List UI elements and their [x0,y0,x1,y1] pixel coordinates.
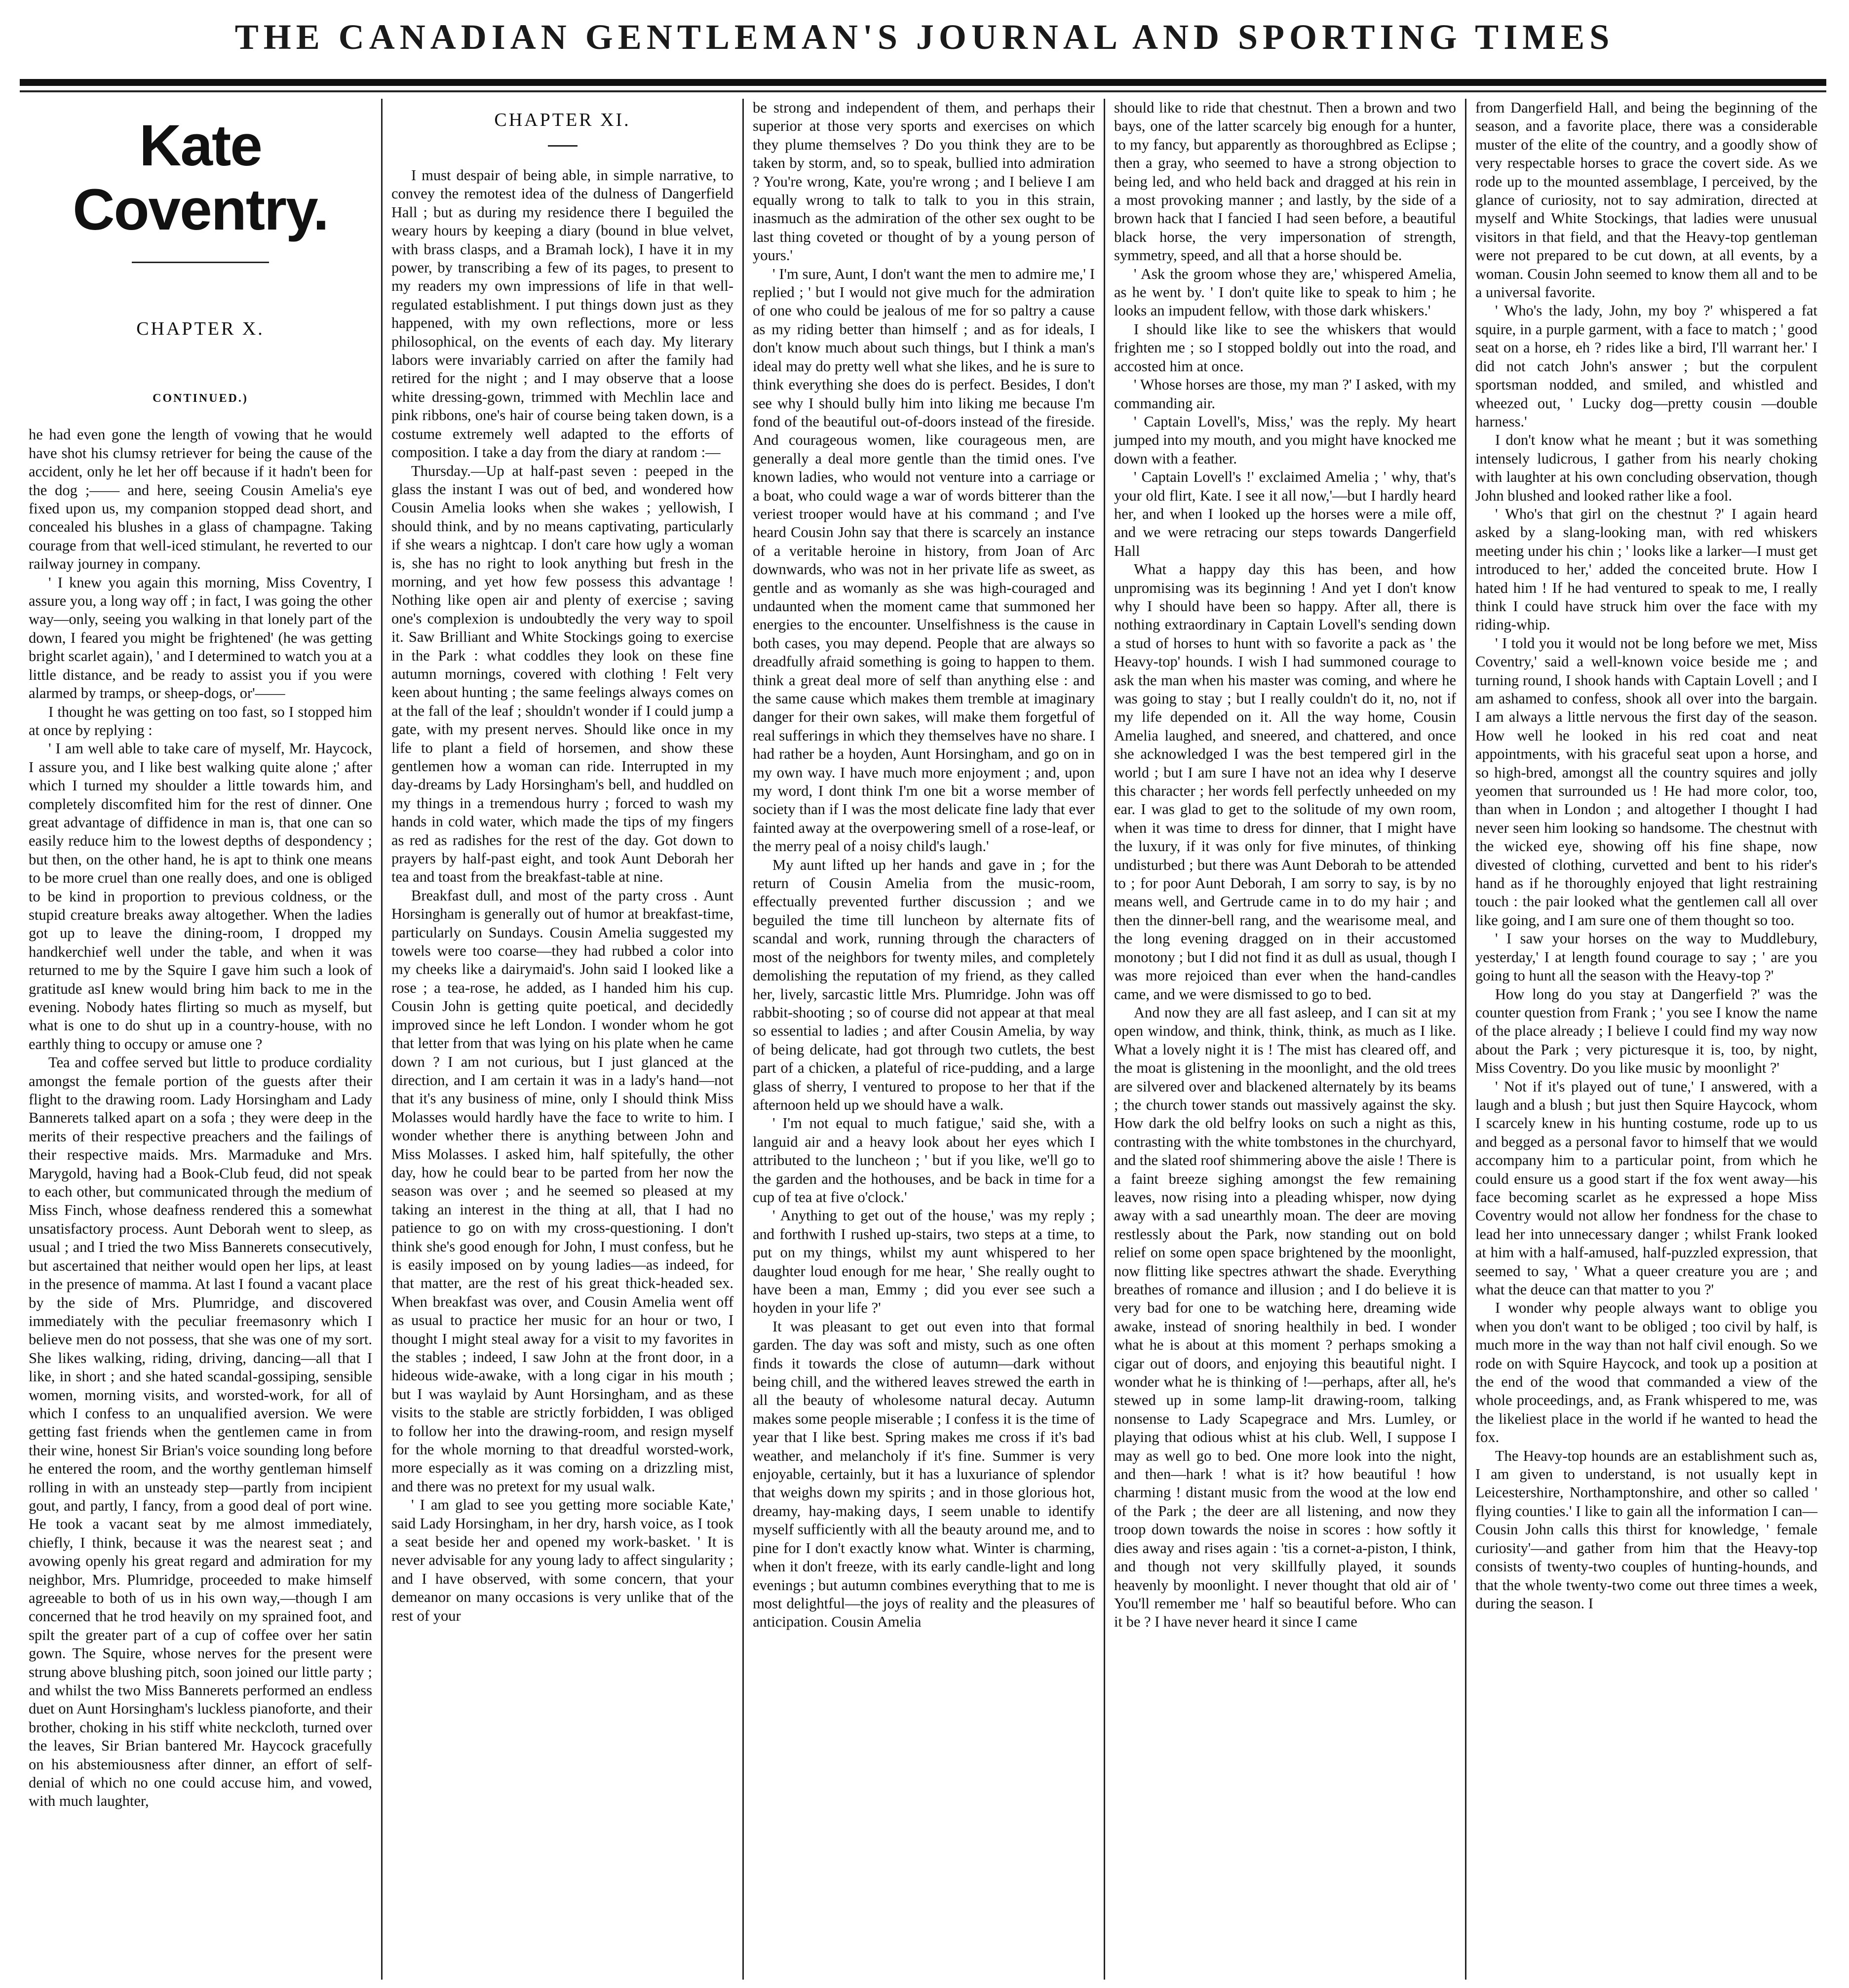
paragraph: ' I'm sure, Aunt, I don't want the men to admire me,' I replied ; ' but I would not give much for the admiration of one who could be jealous of me for so paltry a cause as my riding better than himself ; and as for ideals, I don't know much about such things, but I think a man's ideal may do pretty well what she likes, and he is sure to think everything she does do is perfect. Besides, I don't see why I should bully him into liking me because I'm fond of the beautiful out-of-doors instead of the fireside. And courageous women, like courageous men, are generally a deal more gentle than the timid ones. I've known ladies, who would not venture into a carriage or a boat, who could wage a war of words bitterer than the veriest trooper would have at his command ; and I've heard Cousin John say that there is scarcely an instance of a veritable heroine in history, from Joan of Arc downwards, who was not in her private life as sweet, as gentle and as womanly as she was high-couraged and undaunted when the moment came that summoned her energies to the encounter. Unselfishness is the cause in both cases, you may depend. People that are always so dreadfully afraid something is going to happen to them. think a great deal more of self than anything else : and the same cause which makes them tremble at imaginary danger for their own sakes, will make them forgetful of real sufferings in which they themselves have no share. I had rather be a hoyden, Aunt Horsingham, and go on in my own way. I have much more enjoyment ; and, upon my word, I dont think I'm one bit a worse member of society than if I was the most delicate fine lady that ever fainted away at the overpowering smell of a rose-leaf, or the merry peal of a noisy child's laugh.' [753,265,1095,855]
paragraph: ' Ask the groom whose they are,' whispered Amelia, as he went by. ' I don't quite like to speak to him ; he looks an impudent fellow, with those dark whiskers.' [1114,265,1456,319]
paragraph: ' I am well able to take care of myself, Mr. Haycock, I assure you, and I like best walking quite alone ;' after which I turned my shoulder a little towards him, and completely discomfited him for the rest of dinner. One great advantage of diffidence in man is, that one can so easily reduce him to the lowest depths of despondency ; but then, on the other hand, he is apt to think one means to be more cruel than one really does, and one is obliged to be kind in proportion to previous coldness, or the stupid creature breaks away altogether. When the ladies got up to leave the dining-room, I dropped my handkerchief well under the table, and when it was returned to me by the Squire I gave him such a look of gratitude asI knew would bring him back to me in the evening. Nobody hates flirting so much as myself, but what is one to do shut up in a country-house, with no earthly thing to occupy or amuse one ? [29,740,372,1052]
paragraph: from Dangerfield Hall, and being the beginning of the season, and a favorite place, there was a considerable muster of the elite of the country, and a goodly show of very respectable horses to grace the covert side. As we rode up to the mounted assemblage, I perceived, by the glance of curiosity, not to say admiration, directed at myself and White Stockings, that ladies were unusual visitors in that field, and that the Heavy-top gentleman were not prepared to be cut down, at all events, by a woman. Cousin John seemed to know them all and to be a universal favorite. [1475,99,1817,301]
column-text [1475,99,1817,1613]
paragraph: should like to ride that chestnut. Then a brown and two bays, one of the latter scarcely big enough for a hunter, to my fancy, but apparently as thoroughbred as Eclipse ; then a gray, who seemed to have a strong objection to being led, and who held back and dragged at his rein in a most provoking manner ; and lastly, by the side of a brown hack that I fancied I had seen before, a beautiful black horse, the very impersonation of strength, symmetry, speed, and all that a horse should be. [1114,99,1456,264]
paragraph: ' I'm not equal to much fatigue,' said she, with a languid air and a heavy look about her eyes which I attributed to the luncheon ; ' but if you like, we'll go to the garden and the hothouses, and be back in time for a cup of tea at five o'clock.' [753,1115,1095,1206]
masthead-rule-thin [20,90,1826,92]
paragraph: ' Captain Lovell's, Miss,' was the reply. My heart jumped into my mouth, and you might have knocked me down with a feather. [1114,413,1456,467]
paragraph: Tea and coffee served but little to produce cordiality amongst the female portion of the guests after their flight to the drawing room. Lady Horsingham and Lady Bannerets talked apart on a sofa ; they were deep in the merits of their respective preachers and the failings of their respective maids. Mrs. Marmaduke and Mrs. Marygold, having had a Book-Club feud, did not speak to each other, but communicated through the medium of Miss Finch, whose deafness rendered this a somewhat unsatisfactory process. Aunt Deborah went to sleep, as usual ; and I tried the two Miss Bannerets consecutively, but ascertained that neither would open her lips, at least in the presence of mamma. At last I found a vacant place by the side of Mrs. Plumridge, and discovered immediately with the peculiar freemasonry which I believe men do not possess, that she was one of my sort. She likes walking, riding, driving, dancing—all that I like, in short ; and she hated scandal-gossiping, sensible women, morning visits, and worsted-work, for all of which I confess to an unqualified aversion. We were getting fast friends when the gentlemen came in from their wine, honest Sir Brian's voice sounding long before he entered the room, and the worthy gentleman himself rolling in with an unsteady step—partly from incipient gout, and partly, I fancy, from a good deal of port wine. He took a vacant seat by me almost immediately, chiefly, I think, because it was the nearest seat ; and avowing openly his great regard and admiration for my neighbor, Mrs. Plumridge, proceeded to make himself agreeable to both of us in his own way,—though I am concerned that he trod heavily on my sprained foot, and spilt the greater part of a cup of coffee over her satin gown. The Squire, whose nerves for the present were strung above blushing pitch, soon joined our little party ; and whilst the two Miss Bannerets performed an endless duet on Aunt Horsingham's luckless pianoforte, and their brother, choking in his stiff white neckcloth, turned over the leaves, Sir Brian bantered Mr. Haycock gracefully on his abstemiousness after dinner, an effort of self-denial of which no one could accuse him, and vowed, with much laughter, [29,1054,372,1810]
paragraph: he had even gone the length of vowing that he would have shot his clumsy retriever for being the cause of the accident, only he let her off because if it hadn't been for the dog ;—— and here, seeing Cousin Amelia's eye fixed upon us, my companion stopped dead short, and concealed his blushes in a glass of champagne. Taking courage from that well-iced stimulant, he reverted to our railway journey in company. [29,426,372,573]
paragraph: I must despair of being able, in simple narrative, to convey the remotest idea of the dulness of Dangerfield Hall ; but as during my residence there I beguiled the weary hours by keeping a diary (bound in blue velvet, with brass clasps, and a Bramah lock), I have it in my power, by transcribing a few of its pages, to present to my readers my own impressions of life in that well-regulated establishment. I put things down just as they happened, with my own reflections, more or less philosophical, on the events of each day. My literary labors were invariably carried on after the family had retired for the night ; and I may observe that a loose white dressing-gown, trimmed with Mechlin lace and pink ribbons, one's hair of course being taken down, is a costume extremely well adapted to the efforts of composition. I take a day from the diary at random :— [391,167,733,461]
paragraph: ' Who's the lady, John, my boy ?' whispered a fat squire, in a purple garment, with a face to match ; ' good seat on a horse, eh ? rides like a bird, I'll warrant her.' I did not catch John's answer ; but the corpulent sportsman nodded, and smiled, and whistled and wheezed out, ' Lucky dog—pretty cousin —double harness.' [1475,302,1817,430]
masthead: THE CANADIAN GENTLEMAN'S JOURNAL AND SPORTING TIMES [234,17,1615,57]
paragraph: Thursday.—Up at half-past seven : peeped in the glass the instant I was out of bed, and wondered how Cousin Amelia looks when she wakes ; yellowish, I should think, and by no means captivating, particularly if she wears a nightcap. I don't care how ugly a woman is, she has no right to look anything but fresh in the morning, and yet how few possess this advantage ! Nothing like open air and plenty of exercise ; saving one's complexion is undoubtedly the very way to spoil it. Saw Brilliant and White Stockings going to exercise in the Park : what coddles they look on these fine autumn mornings, covered with clothing ! Felt very keen about hunting ; the same feelings always comes on at the fall of the leaf ; shouldn't wonder if I could jump a gate, with my present nerves. Should like once in my life to plant a field of horsemen, and show these gentlemen how a woman can ride. Interrupted in my day-dreams by Lady Horsingham's bell, and huddled on my things in a tremendous hurry ; forced to wash my hands in cold water, which made the tips of my fingers as red as radishes for the rest of the day. Got down to prayers by half-past eight, and took Aunt Deborah her tea and toast from the breakfast-table at nine. [391,462,733,886]
paragraph: I should like like to see the whiskers that would frighten me ; so I stopped boldly out into the road, and accosted him at once. [1114,320,1456,375]
paragraph: ' Who's that girl on the chestnut ?' I again heard asked by a slang-looking man, with red whiskers meeting under his chin ; ' looks like a larker—I must get introduced to her,' added the conceited brute. How I hated him ! If he had ventured to speak to me, I really think I could have struck him over the face with my riding-whip. [1475,505,1817,633]
title-rule [132,262,269,263]
paragraph: ' Whose horses are those, my man ?' I asked, with my commanding air. [1114,376,1456,412]
paragraph: The Heavy-top hounds are an establishment such as, I am given to understand, is not usually kept in Leicestershire, Northamptonshire, and other so called ' flying counties.' I like to gain all the information I can—Cousin John calls this thirst for knowledge, ' female curiosity'—and gather from him that the Heavy-top consists of twenty-two couples of hunting-hounds, and that the whole twenty-two come out three times a week, during the season. I [1475,1447,1817,1612]
paragraph: How long do you stay at Dangerfield ?' was the counter question from Frank ; ' you see I know the name of the place already ; I believe I could find my way now about the Park ; very picturesque it is, too, by night, Miss Coventry. Do you like music by moonlight ?' [1475,985,1817,1077]
column-2 [381,99,742,1980]
paragraph: ' I knew you again this morning, Miss Coventry, I assure you, a long way off ; in fact, I was going the other way—only, seeing you walking in that lonely part of the down, I feared you might be frightened' (he was getting bright scarlet again), ' and I determined to watch you at a little distance, and be ready to assist you if you were alarmed by tramps, or sheep-dogs, or'—— [29,574,372,702]
paragraph: ' Captain Lovell's !' exclaimed Amelia ; ' why, that's your old flirt, Kate. I see it all now,'—but I hardly heard her, and when I looked up the horses were a mile off, and we were retracing our steps towards Dangerfield Hall [1114,468,1456,559]
paragraph: ' I am glad to see you getting more sociable Kate,' said Lady Horsingham, in her dry, harsh voice, as I took a seat beside her and opened my work-basket. ' It is never advisable for any young lady to affect singularity ; and I have observed, with some concern, that your demeanor on many occasions is very unlike that of the rest of your [391,1496,733,1624]
paragraph: What a happy day this has been, and how unpromising was its beginning ! And yet I don't know why I should have been so happy. After all, there is nothing extraordinary in Captain Lovell's sending down a stud of horses to hunt with so favorite a pack as ' the Heavy-top' hounds. I wish I had summoned courage to ask the man when his master was coming, and where he was going to stay ; but I really couldn't do it, no, not if my life depended on it. All the way home, Cousin Amelia laughed, and sneered, and chattered, and once she acknowledged I was the best tempered girl in the world ; but I am sure I have not an idea why I deserve this character ; her words fell perfectly unheeded on my ear. I was glad to get to the solitude of my own room, when it was time to dress for dinner, that I might have the luxury, if it was only for five minutes, of thinking undisturbed ; but there was Aunt Deborah to be attended to ; for poor Aunt Deborah, I am sorry to say, is by no means well, and Gertrude came in to do my hair ; and then the dinner-bell rang, and the wearisome meal, and the long evening dragged on in their accustomed monotony ; but I did not find it as dull as usual, though I was more rejoiced than ever when the hand-candles came, and we were dismissed to go to bed. [1114,561,1456,1003]
paragraph: be strong and independent of them, and perhaps their superior at those very sports and exercises on which they plume themselves ? Do you think they are to be taken by storm, and, so to speak, bullied into admiration ? You're wrong, Kate, you're wrong ; and I believe I am equally wrong to talk to talk to you in this strain, inasmuch as the admiration of the other sex ought to be last thing coveted or thought of by a young person of yours.' [753,99,1095,264]
paragraph: My aunt lifted up her hands and gave in ; for the return of Cousin Amelia from the music-room, effectually prevented further discussion ; and we beguiled the time till luncheon by alternate fits of scandal and work, running through the characters of most of the neighbors for twenty miles, and completely demolishing the reputation of my friend, as they called her, lively, sarcastic little Mrs. Plumridge. John was off rabbit-shooting ; so of course did not appear at that meal so essential to ladies ; and after Cousin Amelia, by way of being delicate, had got through two cutlets, the best part of a chicken, a plateful of rice-pudding, and a large glass of sherry, I ventured to propose to her that if the afternoon held up we should have a walk. [753,856,1095,1113]
column-3 [742,99,1104,1980]
paragraph: ' I told you it would not be long before we met, Miss Coventry,' said a well-known voice beside me ; and turning round, I shook hands with Captain Lovell ; and I am ashamed to confess, shook all over into the bargain. I am always a little nervous the first day of the season. How well he looked in his red coat and neat appointments, with his graceful seat upon a horse, and so high-bred, amongst all the country squires and jolly yeomen that surrounded us ! He had more color, too, than when in London ; and altogether I thought I had never seen him looking so handsome. The chestnut with the wicked eye, showing off his fine shape, now divested of clothing, curvetted and bent to his rider's hand as if he thoroughly enjoyed that light restraining touch : the pair looked what the gentlemen call all over like going, and I am sure one of them thought so too. [1475,634,1817,929]
paragraph: It was pleasant to get out even into that formal garden. The day was soft and misty, such as one often finds it towards the close of autumn—dark without being chill, and the withered leaves strewed the earth in all the beauty of wholesome natural decay. Autumn makes some people miserable ; I confess it is the time of year that I like best. Spring makes me cross if it's bad weather, and melancholy if it's fine. Summer is very enjoyable, certainly, but it has a luxuriance of splendor that weighs down my spirits ; and in those glorious hot, dreamy, hay-making days, I seem unable to identify myself sufficiently with all the beauty around me, and to pine for I don't exactly know what. Winter is charming, when it don't freeze, with its early candle-light and long evenings ; but autumn combines everything that to me is most delightful—the joys of reality and the pleasures of anticipation. Cousin Amelia [753,1318,1095,1631]
paragraph: Breakfast dull, and most of the party cross . Aunt Horsingham is generally out of humor at breakfast-time, particularly on Sundays. Cousin Amelia suggested my towels were too coarse—they had rubbed a color into my cheeks like a dairymaid's. John said I looked like a rose ; a tea-rose, he added, as I handed him his cup. Cousin John is getting quite poetical, and decidedly improved since he left London. I wonder whom he got that letter from that was lying on his plate when he came down ? I am not curious, but I just glanced at the direction, and I am certain it was in a lady's hand—not that it's any business of mine, only I should think Miss Molasses would hardly have the face to write to him. I wonder whether there is anything between John and Miss Molasses. I asked him, half spitefully, the other day, how he could bear to be parted from her now the season was over ; and he seemed so pleased at my taking an interest in the thing at all, that I had no patience to go on with my cross-questioning. I don't think she's good enough for John, I must confess, but he is easily imposed on by young ladies—as indeed, for that matter, are the rest of his great thick-headed sex. When breakfast was over, and Cousin Amelia went off as usual to practice her music for an hour or two, I thought I might steal away for a visit to my favorites in the stables ; indeed, I saw John at the front door, in a hideous wide-awake, with a long cigar in his mouth ; but I was waylaid by Aunt Horsingham, and as these visits to the stable are strictly forbidden, I was obliged to follow her into the drawing-room, and resign myself for the whole morning to that dreadful worsted-work, more especially as it was coming on a drizzling mist, and there was no pretext for my usual walk. [391,887,733,1495]
paragraph: I wonder why people always want to oblige you when you don't want to be obliged ; too civil by half, is much more in the way than not half civil enough. So we rode on with Squire Haycock, and took up a position at the end of the wood that commanded a view of the whole proceedings, and, as Frank whispered to me, was the likeliest place in the world if he wanted to head the fox. [1475,1299,1817,1446]
chapter-rule [548,145,578,147]
continued-label: CONTINUED.) [153,392,248,405]
column-4 [1104,99,1465,1980]
paragraph: And now they are all fast asleep, and I can sit at my open window, and think, think, think, as much as I like. What a lovely night it is ! The mist has cleared off, and the moat is glistening in the moonlight, and the old trees are silvered over and blackened alternately by its beams ; the church tower stands out massively against the sky. How dark the old belfry looks on such a night as this, contrasting with the white tombstones in the churchyard, and the slated roof shimmering above the aisle ! There is a faint breeze sighing amongst the few remaining leaves, now rising into a pleading whisper, now dying away with a sad unearthly moan. The deer are moving restlessly about the Park, now standing out on bold relief on some open space brightened by the moonlight, now flitting like spectres athwart the shade. Everything breathes of romance and illusion ; and I do believe it is very bad for one to be watching here, dreaming wide awake, instead of snoring healthily in bed. I wonder what he is about at this moment ? perhaps smoking a cigar out of doors, and enjoying this beautiful night. I wonder what he is thinking of !—perhaps, after all, he's stewed up in some lamp-lit drawing-room, talking nonsense to Lady Scapegrace and Mrs. Lumley, or playing that odious whist at his club. Well, I suppose I may as well go to bed. One more look into the night, and then—hark ! what is it? how beautiful ! how charming ! distant music from the wood at the low end of the Park ; the deer are all listening, and now they troop down towards the noise in scores : how softly it dies away and rises again : 'tis a cornet-a-piston, I think, and though not very skillfully played, it sounds heavenly by moonlight. I never thought that old air of ' You'll remember me ' half so beautiful before. Who can it be ? I have never heard it since I came [1114,1004,1456,1631]
paragraph: I don't know what he meant ; but it was something intensely ludicrous, I gather from his nearly choking with laughter at his own concluding observation, though John blushed and looked rather like a fool. [1475,431,1817,504]
column-text [391,166,733,1625]
column-1 [20,99,381,1980]
masthead-rule [20,79,1826,86]
story-title: Kate Coventry. [73,113,328,242]
paragraph: ' Anything to get out of the house,' was my reply ; and forthwith I rushed up-stairs, two steps at a time, to put on my things, whilst my aunt whispered to her daughter loud enough for me hear, ' She really ought to have been a man, Emmy ; did you ever see such a hoyden in your life ?' [753,1207,1095,1317]
paragraph: ' I saw your horses on the way to Muddlebury, yesterday,' I at length found courage to say ; ' are you going to hunt all the season with the Heavy-top ?' [1475,930,1817,984]
column-5 [1465,99,1826,1980]
chapter-x-heading: CHAPTER X. [136,318,265,339]
column-text [1114,99,1456,1632]
paragraph: ' Not if it's played out of tune,' I answered, with a laugh and a blush ; but just then Squire Haycock, whom I scarcely knew in his hunting costume, rode up to us and begged as a personal favor to himself that we would accompany him to a particular point, from which he could ensure us a good start if the fox went away—his face becoming scarlet as he expressed a hope Miss Coventry would not allow her fondness for the chase to lead her into unnecessary danger ; whilst Frank looked at him with a half-amused, half-puzzled expression, that seemed to say, ' What a queer creature you are ; and what the deuce can that matter to you ?' [1475,1078,1817,1298]
column-text [29,426,372,1810]
paragraph: I thought he was getting on too fast, so I stopped him at once by replying : [29,703,372,739]
chapter-xi-heading: CHAPTER XI. [494,110,631,130]
column-text [753,99,1095,1632]
newspaper-page [20,99,1826,1980]
